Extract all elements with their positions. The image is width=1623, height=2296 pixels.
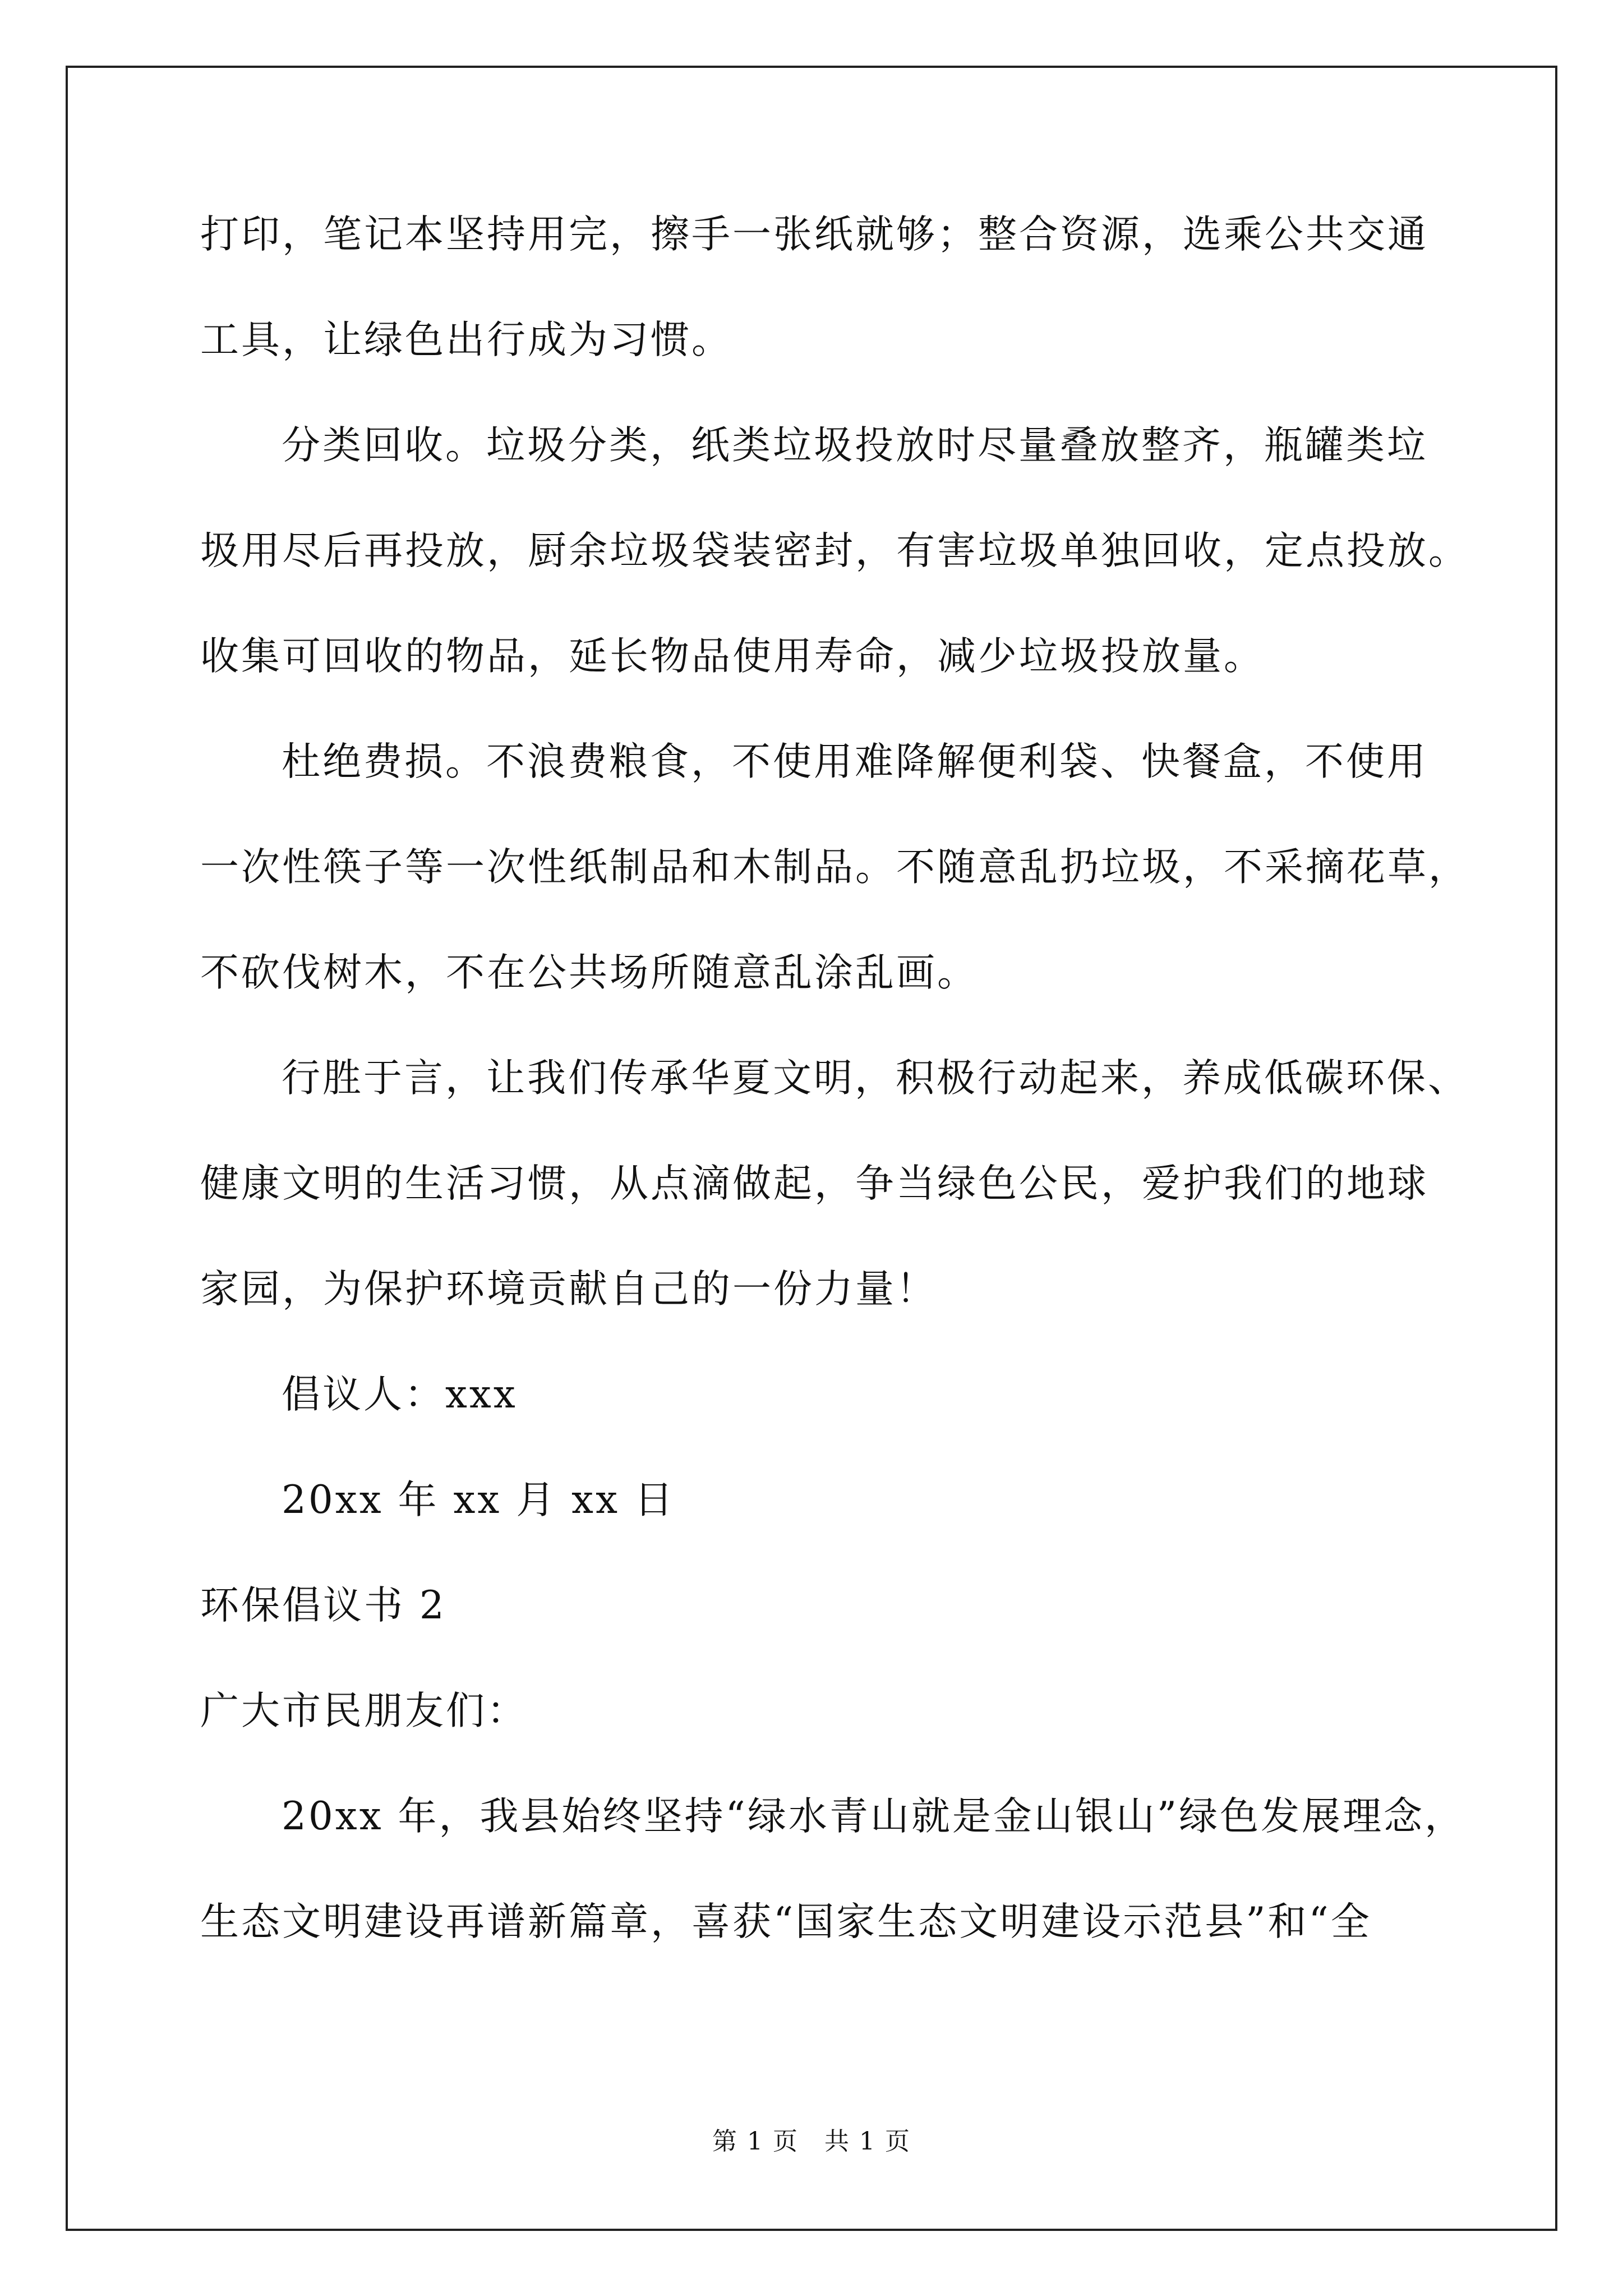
- document-body: [200, 209, 1469, 1948]
- paragraph-line: 家园，为保护环境贡献自己的一份力量！: [200, 1267, 937, 1312]
- paragraph-line: 杜绝费损。不浪费粮食，不使用难降解便利袋、快餐盒，不使用: [282, 739, 1428, 784]
- date-line: 20xx 年 xx 月 xx 日: [282, 1478, 675, 1522]
- paragraph-line: 一次性筷子等一次性纸制品和木制品。不随意乱扔垃圾，不采摘花草，: [200, 845, 1469, 890]
- paragraph-line: 工具，让绿色出行成为习惯。: [200, 318, 732, 362]
- paragraph-line: 20xx 年，我县始终坚持“绿水青山就是金山银山”绿色发展理念，: [282, 1794, 1466, 1839]
- page-footer: 第 1 页 共 1 页: [712, 2127, 911, 2156]
- paragraph-line: 打印，笔记本坚持用完，擦手一张纸就够；整合资源，选乘公共交通: [200, 212, 1428, 257]
- signatory-line: 倡议人：xxx: [282, 1372, 518, 1417]
- paragraph-line: 生态文明建设再谱新篇章，喜获“国家生态文明建设示范县”和“全: [200, 1899, 1372, 1944]
- paragraph-line: 圾用尽后再投放，厨余垃圾袋装密封，有害垃圾单独回收，定点投放。: [200, 528, 1469, 573]
- section-title: 环保倡议书 2: [200, 1583, 446, 1628]
- salutation-line: 广大市民朋友们：: [200, 1688, 528, 1733]
- paragraph-line: 分类回收。垃圾分类，纸类垃圾投放时尽量叠放整齐，瓶罐类垃: [282, 423, 1428, 468]
- paragraph-line: 健康文明的生活习惯，从点滴做起，争当绿色公民，爱护我们的地球: [200, 1161, 1428, 1206]
- paragraph-line: 行胜于言，让我们传承华夏文明，积极行动起来，养成低碳环保、: [282, 1056, 1469, 1101]
- paragraph-line: 收集可回收的物品，延长物品使用寿命，减少垃圾投放量。: [200, 634, 1265, 679]
- paragraph-line: 不砍伐树木，不在公共场所随意乱涂乱画。: [200, 950, 978, 995]
